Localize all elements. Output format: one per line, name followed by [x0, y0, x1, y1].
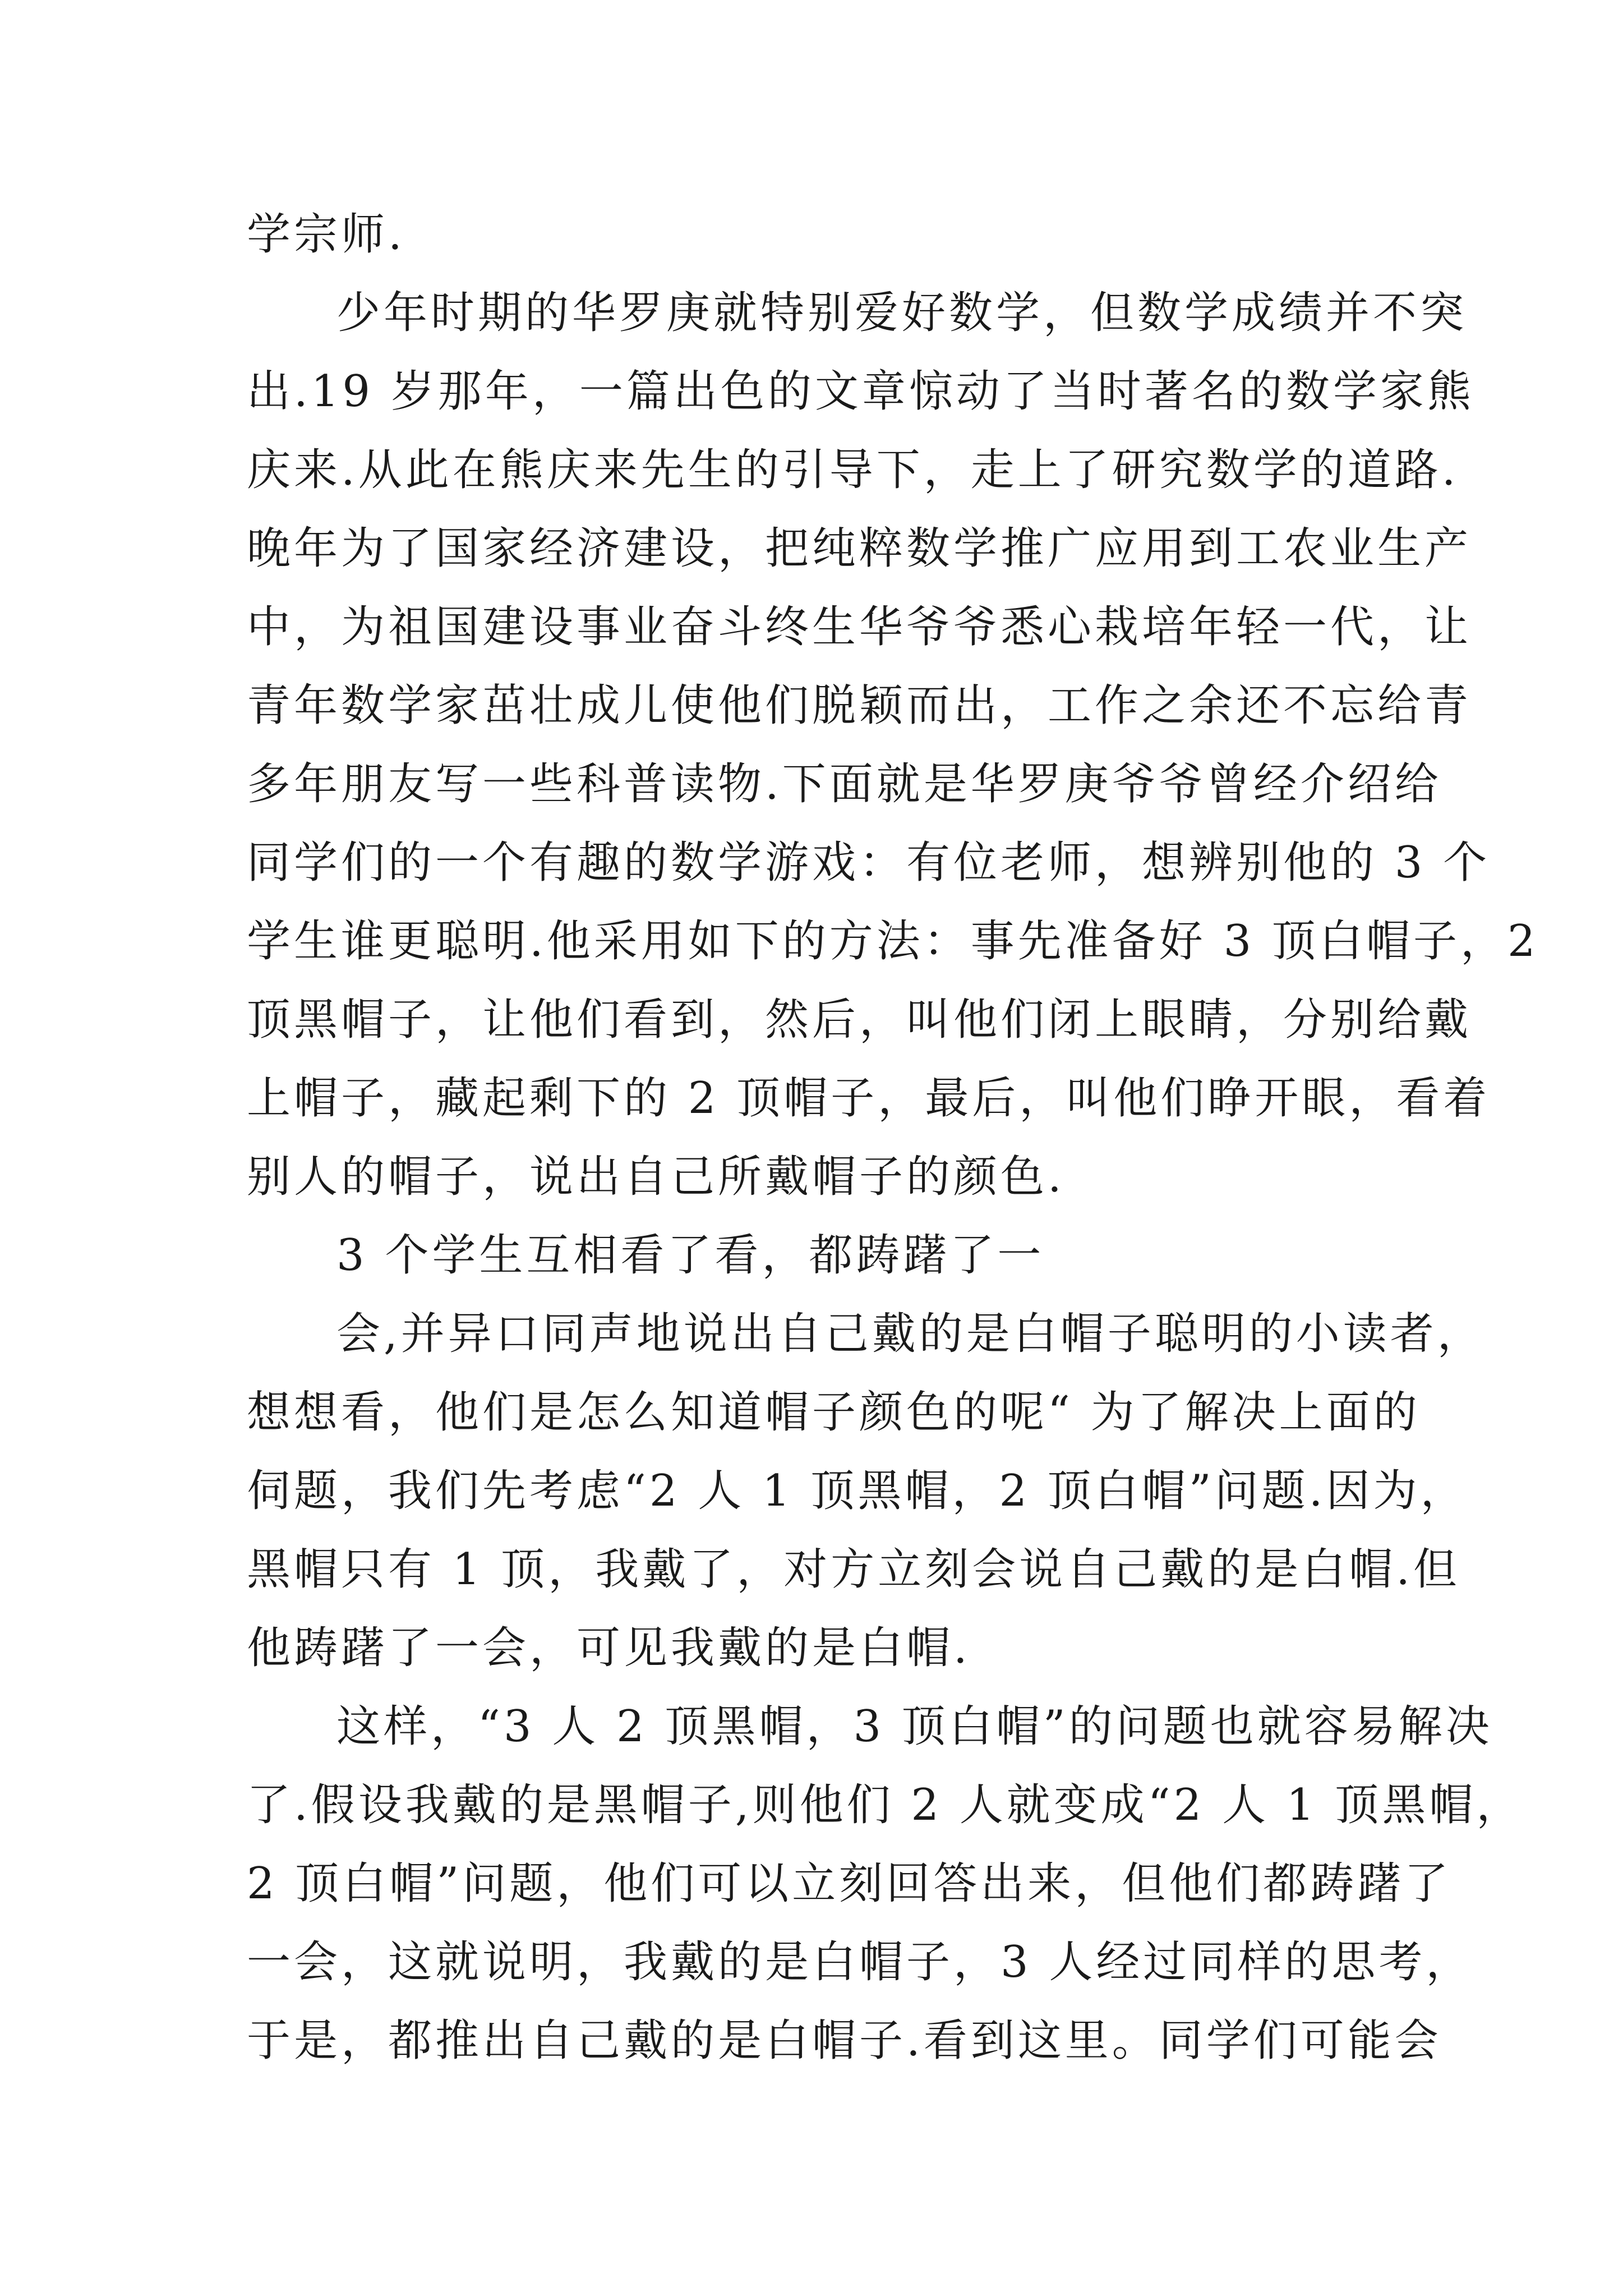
- text-line: 多年朋友写一些科普读物.下面就是华罗庚爷爷曾经介绍给: [247, 759, 1442, 809]
- paragraph-first-line: 会,并异口同声地说出自己戴的是白帽子聪明的小读者，: [336, 1309, 1484, 1359]
- text-line: 伺题，我们先考虑“2 人 1 顶黑帽，2 顶白帽”问题.因为，: [247, 1466, 1468, 1516]
- text-line: 一会，这就说明，我戴的是白帽子，3 人经过同样的思考，: [247, 1937, 1473, 1987]
- text-line: 别人的帽子，说出自己所戴帽子的颜色.: [247, 1152, 1065, 1202]
- text-line: 同学们的一个有趣的数学游戏：有位老师，想辨别他的 3 个: [247, 838, 1491, 888]
- text-line: 顶黑帽子，让他们看到，然后，叫他们闭上眼睛，分别给戴: [247, 995, 1472, 1045]
- paragraph-first-line: 这样，“3 人 2 顶黑帽，3 顶白帽”的问题也就容易解决: [336, 1701, 1493, 1752]
- text-line: 出.19 岁那年，一篇出色的文章惊动了当时著名的数学家熊: [247, 366, 1474, 417]
- text-line: 于是，都推出自己戴的是白帽子.看到这里。同学们可能会: [247, 2016, 1442, 2066]
- text-line: 了.假设我戴的是黑帽子,则他们 2 人就变成“2 人 1 顶黑帽，: [247, 1780, 1524, 1830]
- paragraph-first-line: 少年时期的华罗庚就特别爱好数学，但数学成绩并不突: [336, 288, 1468, 338]
- text-line: 中，为祖国建设事业奋斗终生华爷爷悉心栽培年轻一代，让: [247, 602, 1472, 652]
- text-line: 青年数学家茁壮成儿使他们脱颖而出，工作之余还不忘给青: [247, 680, 1472, 731]
- text-line: 晚年为了国家经济建设，把纯粹数学推广应用到工农业生产: [247, 523, 1472, 574]
- text-line: 学宗师.: [247, 209, 405, 260]
- text-line: 学生谁更聪明.他采用如下的方法：事先准备好 3 顶白帽子，2: [247, 916, 1539, 967]
- text-line: 他踌躇了一会，可见我戴的是白帽.: [247, 1623, 971, 1673]
- text-line: 庆来.从此在熊庆来先生的引导下，走上了研究数学的道路.: [247, 445, 1459, 495]
- text-line: 想想看，他们是怎么知道帽子颜色的呢“ 为了解决上面的: [247, 1387, 1421, 1438]
- text-line: 黑帽只有 1 顶，我戴了，对方立刻会说自己戴的是白帽.但: [247, 1544, 1461, 1595]
- paragraph-first-line: 3 个学生互相看了看，都踌躇了一: [336, 1230, 1045, 1281]
- text-line: 2 顶白帽”问题，他们可以立刻回答出来，但他们都踌躇了: [247, 1858, 1452, 1909]
- text-line: 上帽子，藏起剩下的 2 顶帽子，最后，叫他们睁开眼，看着: [247, 1073, 1491, 1124]
